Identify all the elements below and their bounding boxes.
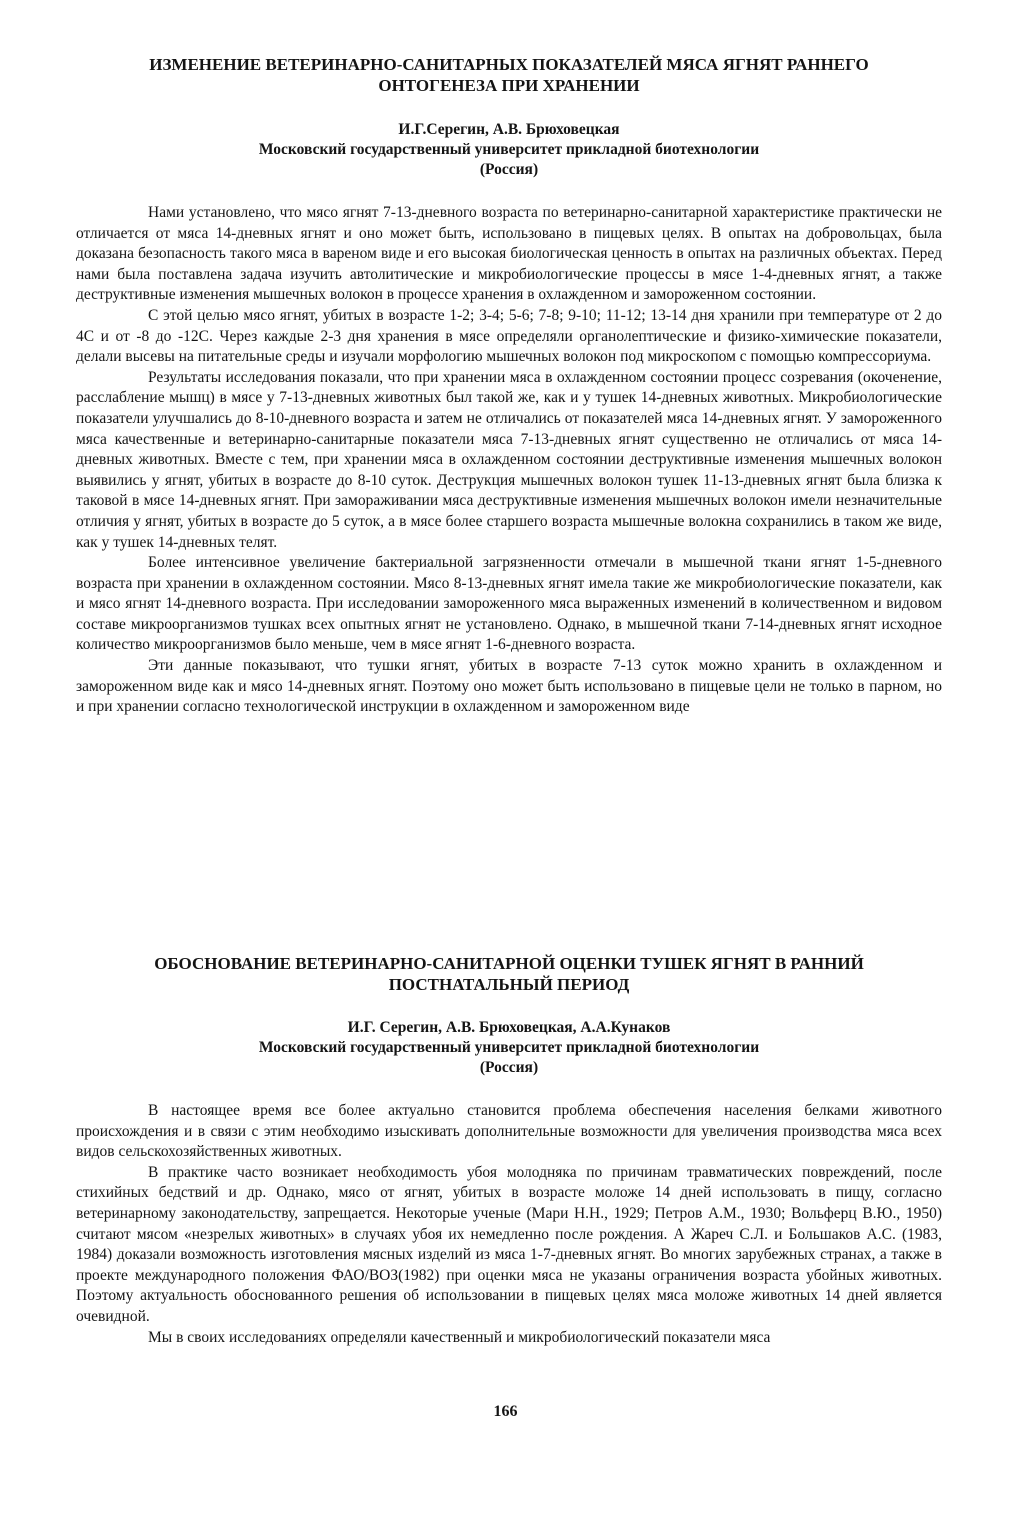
article-title <box>76 54 942 96</box>
article-storage-changes <box>76 54 942 718</box>
paragraph: Более интенсивное увеличение бактериальной загрязненности отмечали в мышечной ткани ягнят 1-5-дневного возраста при хранении в охлажденном состоянии. Мясо 8-13-дневных ягнят имела такие же микробиологические показатели, как и мясо ягнят 14-дневного возраста. При исследовании замороженного мяса выраженных изменений в количественном и видовом составе микроорганизмов тушках всех опытных ягнят не установлено. Однако, в мышечной ткани 7-14-дневных ягнят исходное количество микроорганизмов было меньше, чем в мясе ягнят 1-6-дневного возраста. <box>76 554 942 654</box>
paragraph: Эти данные показывают, что тушки ягнят, убитых в возрасте 7-13 суток можно хранить в охлажденном и замороженном виде как и мясо 14-дневных ягнят. Поэтому оно может быть использовано в пищевые цели не только в парном, но и при хранении согласно технологической инструкции в охлажденном и замороженном виде <box>76 657 942 716</box>
authors: И.Г. Серегин, А.В. Брюховецкая, А.А.Кунаков <box>347 1019 671 1036</box>
title-line: ОБОСНОВАНИЕ ВЕТЕРИНАРНО-САНИТАРНОЙ ОЦЕНКИ ТУШЕК ЯГНЯТ В РАННИЙ <box>154 954 864 973</box>
country: (Россия) <box>479 161 539 178</box>
paragraph: Результаты исследования показали, что при хранении мяса в охлажденном состоянии процесс созревания (окоченение, расслабление мышц) в мясе у 7-13-дневных животных был такой же, как и у тушек 14-дневных животных. Микробиологические показатели улучшались до 8-10-дневного возраста и затем не отличались от показателей мяса 14-дневных ягнят. У замороженного мяса качественные и ветеринарно-санитарные показатели мяса 7-13-дневных ягнят существенно не отличались от мяса 14-дневных животных. Вместе с тем, при хранении мяса в охлажденном состоянии деструктивные изменения мышечных волокон выявились у ягнят, убитых в возрасте до 8-10 суток. Деструкция мышечных волокон тушек 11-13-дневных ягнят была близка к таковой в мясе 14-дневных ягнят. При замораживании мяса деструктивные изменения мышечных волокон имели незначительные отличия у ягнят, убитых в возрасте до 5 суток, а в мясе более старшего возраста мышечные волокна сохранились в таком же виде, как у тушек 14-дневных телят. <box>76 368 942 551</box>
byline <box>76 120 942 180</box>
article-body <box>76 203 942 718</box>
paragraph: Нами установлено, что мясо ягнят 7-13-дневного возраста по ветеринарно-санитарной характеристике практически не отличается от мяса 14-дневных ягнят и оно может быть, использовано в пищевых целях. В опытах на добровольцах, была доказана безопасность такого мяса в вареном виде и его высокая биологическая ценность в опытах на различных объектах. Перед нами была поставлена задача изучить автолитические и микробиологические процессы в мясе 1-4-дневных ягнят, а также деструктивные изменения мышечных волокон в процессе хранения в охлажденном и замороженном состоянии. <box>76 204 942 304</box>
country: (Россия) <box>479 1059 539 1076</box>
page-number: 166 <box>493 1403 518 1420</box>
paragraph: С этой целью мясо ягнят, убитых в возрасте 1-2; 3-4; 5-6; 7-8; 9-10; 11-12; 13-14 дня хранили при температуре от 2 до 4С и от -8 до -12С. Через каждые 2-3 дня хранения в мясе определяли органолептические и физико-химические показатели, делали высевы на питательные среды и изучали морфологию мышечных волокон под микроскопом с помощью компрессориума. <box>76 306 942 366</box>
title-line: ОНТОГЕНЕЗА ПРИ ХРАНЕНИИ <box>378 76 640 95</box>
authors: И.Г.Серегин, А.В. Брюховецкая <box>398 121 620 138</box>
paragraph: В настоящее время все более актуально становится проблема обеспечения населения белками животного происхождения и в связи с этим необходимо изыскивать дополнительные возможности для увеличения производства мяса всех видов сельскохозяйственных животных. <box>76 1102 942 1161</box>
paragraph: Мы в своих исследованиях определяли качественный и микробиологический показатели мяса <box>148 1328 771 1346</box>
affiliation: Московский государственный университет прикладной биотехнологии <box>258 141 760 158</box>
title-line: ИЗМЕНЕНИЕ ВЕТЕРИНАРНО-САНИТАРНЫХ ПОКАЗАТЕЛЕЙ МЯСА ЯГНЯТ РАННЕГО <box>149 55 869 74</box>
affiliation: Московский государственный университет прикладной биотехнологии <box>258 1039 760 1056</box>
article-title <box>76 953 942 995</box>
title-line: ПОСТНАТАЛЬНЫЙ ПЕРИОД <box>388 975 630 994</box>
paragraph: В практике часто возникает необходимость убоя молодняка по причинам травматических повреждений, после стихийных бедствий и др. Однако, мясо от ягнят, убитых в возрасте моложе 14 дней использовать в пищу, согласно ветеринарному законодательству, запрещается. Некоторые ученые (Мари Н.Н., 1929; Петров А.М., 1930; Вольферц В.Ю., 1950) считают мясом «незрелых животных» в случаях убоя их немедленно после рождения. А Жареч С.Л. и Большаков А.С. (1983, 1984) доказали возможность изготовления мясных изделий из мяса 1-7-дневных ягнят. Во многих зарубежных странах, а также в проекте международного положения ФАО/ВОЗ(1982) при оценки мяса не указаны ограничения возраста убойных животных. Поэтому актуальность обоснованного решения об использовании в пищевых целях мяса моложе животных 14 дней является очевидной. <box>76 1163 942 1325</box>
byline <box>76 1018 942 1078</box>
article-body <box>76 1101 942 1348</box>
article-carcass-evaluation <box>76 953 942 1348</box>
